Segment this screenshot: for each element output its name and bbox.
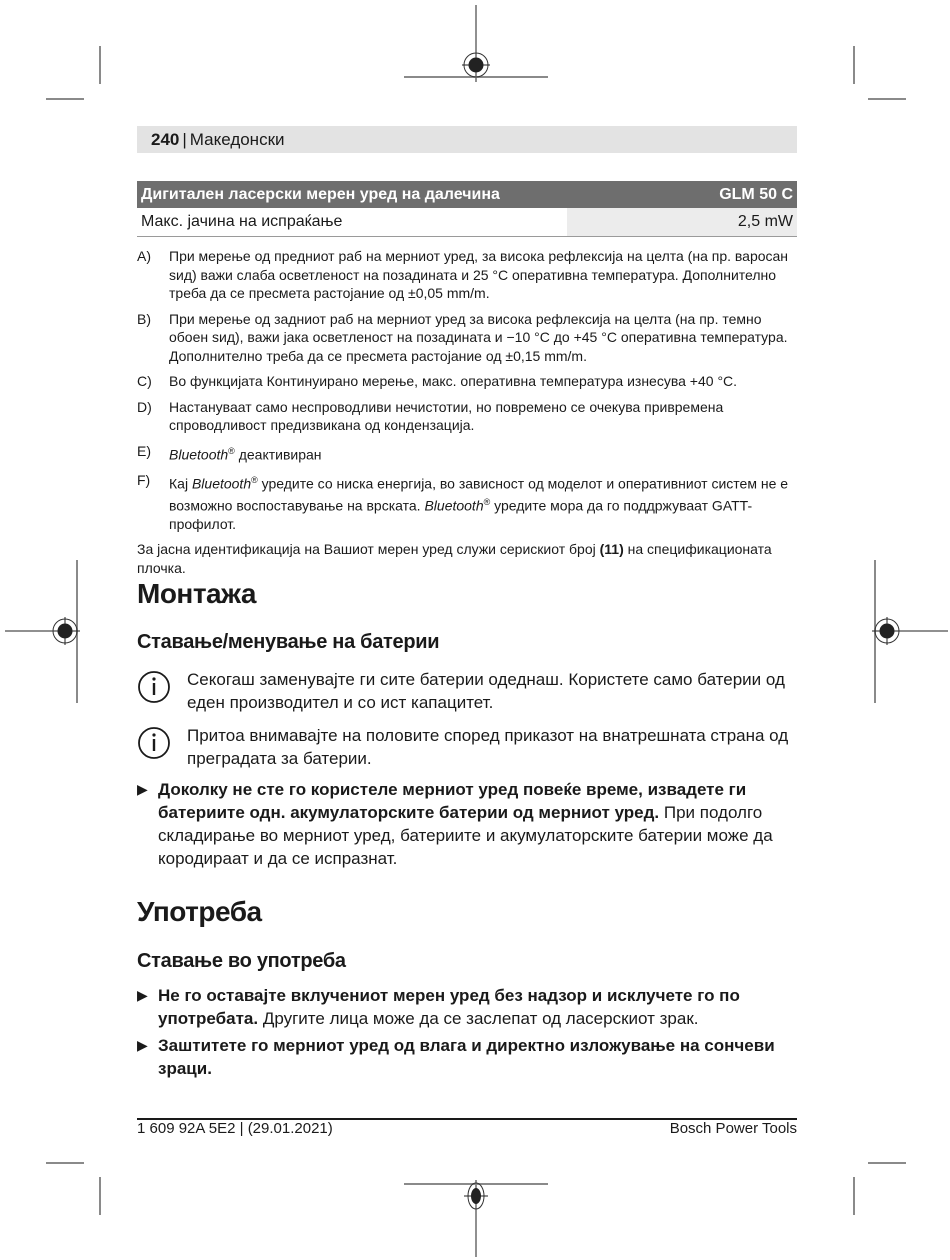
bullet-body-text: Другите лица може да се заслепат од ласерскиот зрак. bbox=[258, 1009, 699, 1028]
footer-brand: Bosch Power Tools bbox=[669, 1120, 797, 1137]
footnote bbox=[137, 247, 797, 303]
footnote-letter: E) bbox=[137, 442, 151, 459]
crop-mark bbox=[46, 98, 84, 100]
spec-table bbox=[137, 181, 797, 237]
footnote-text: При мерење од задниот раб на мерниот уред за висока рефлексија на целта (на пр. темно обоен ѕид), важи јака осветленост на позадината и −10 °C до +45 °C оперативна температура. Дополнително треба да се пресмета растојание од ±0,15 mm/m. bbox=[169, 310, 788, 364]
identification-text: на спецификационата плочка. bbox=[137, 541, 772, 576]
subsection-title-startup: Ставање во употреба bbox=[137, 950, 346, 972]
footnote-letter: D) bbox=[137, 398, 152, 415]
footnote-letter: A) bbox=[137, 248, 151, 264]
header-language: Македонски bbox=[189, 129, 285, 149]
footnote bbox=[137, 372, 797, 391]
page-number: 240 bbox=[151, 129, 180, 149]
footnote-text: При мерење од предниот раб на мерниот уред, за висока рефлексија на целта (на пр. варосан ѕид) важи слаба осветленост на позадината и 25 °C оперативна температура. Дополнително треба да се пресмета растојание од ±0,05 mm/m. bbox=[169, 248, 789, 301]
registration-mark-bottom-icon bbox=[400, 1175, 550, 1260]
footnote bbox=[137, 442, 797, 464]
section-title-use: Употреба bbox=[137, 896, 262, 927]
crop-mark bbox=[46, 1162, 84, 1164]
footnote-body: уредите мора да го поддржуваат GATT-профилот. bbox=[169, 497, 753, 532]
footer-doc-info bbox=[137, 1120, 333, 1137]
bullet-text bbox=[158, 1034, 797, 1080]
triangle-bullet-icon: ▶ bbox=[137, 987, 148, 1003]
doc-date: (29.01.2021) bbox=[247, 1120, 333, 1137]
footnote-letter: C) bbox=[137, 373, 152, 389]
registered-mark: ® bbox=[251, 474, 258, 485]
footnote-letter: B) bbox=[137, 310, 151, 327]
info-note bbox=[137, 668, 797, 714]
warning-bullet bbox=[137, 1034, 797, 1080]
bullet-body-text: При подолго складирање во мерниот уред, батериите и акумулаторските батерии може да кородираат и да се испразнат. bbox=[158, 803, 773, 868]
spec-table-model: GLM 50 C bbox=[719, 185, 793, 203]
footer-separator: | bbox=[239, 1120, 244, 1137]
spec-table-header bbox=[137, 181, 797, 208]
bluetooth-trademark: Bluetooth bbox=[191, 475, 252, 492]
header-separator: | bbox=[182, 129, 187, 149]
spec-value: 2,5 mW bbox=[567, 208, 797, 237]
crop-mark bbox=[853, 1177, 855, 1215]
registration-mark-top-icon bbox=[400, 0, 550, 85]
spec-label: Макс. јачина на испраќање bbox=[137, 208, 567, 237]
bullet-text bbox=[158, 778, 797, 870]
info-icon bbox=[137, 724, 187, 770]
crop-mark bbox=[868, 1162, 906, 1164]
footnote-body: деактивиран bbox=[234, 446, 322, 463]
page-footer bbox=[137, 1120, 797, 1137]
footnote-body: уредите со ниска енергија, во зависност од моделот и оперативниот систем не е возможно воспоставување на врската. bbox=[169, 475, 789, 514]
footnote-text: Настануваат само неспроводливи нечистотии, но повремено се очекува привремена спроводливост предизвикана од кондензација. bbox=[169, 398, 724, 433]
footnote bbox=[137, 471, 797, 534]
footnotes bbox=[137, 247, 797, 577]
footnote-text bbox=[169, 442, 797, 464]
triangle-bullet-icon: ▶ bbox=[137, 781, 148, 797]
registered-mark: ® bbox=[228, 445, 235, 456]
bullet-bold-text: Заштитете го мерниот уред од влага и директно изложување на сончеви зраци. bbox=[158, 1036, 775, 1078]
reference-number: (11) bbox=[599, 541, 624, 558]
subsection-title-batteries: Ставање/менување на батерии bbox=[137, 631, 440, 653]
registration-mark-left-icon bbox=[0, 555, 90, 705]
table-row bbox=[137, 208, 797, 237]
registered-mark: ® bbox=[483, 496, 491, 507]
crop-mark bbox=[868, 98, 906, 100]
footnote bbox=[137, 398, 797, 435]
doc-number: 1 609 92A 5E2 bbox=[137, 1120, 236, 1137]
warning-bullet bbox=[137, 778, 797, 870]
footnote bbox=[137, 310, 797, 366]
registration-mark-right-icon bbox=[860, 555, 950, 705]
triangle-bullet-icon: ▶ bbox=[137, 1037, 148, 1053]
info-icon bbox=[137, 668, 187, 714]
crop-mark bbox=[853, 46, 855, 84]
info-note-text: Секогаш заменувајте ги сите батерии одеднаш. Користете само батерии од еден производител и со ист капацитет. bbox=[187, 670, 785, 712]
spec-table-title: Дигитален ласерски мерен уред на далечина bbox=[141, 185, 500, 203]
identification-text: За јасна идентификација на Вашиот мерен уред служи серискиот број bbox=[137, 541, 600, 558]
crop-mark bbox=[99, 1177, 101, 1215]
footnote-letter: F) bbox=[137, 471, 151, 488]
info-note-text: Притоа внимавајте на половите според приказот на внатрешната страна од преградата за батерии. bbox=[187, 726, 789, 768]
crop-mark bbox=[99, 46, 101, 84]
bullet-bold-text: Не го оставајте вклучениот мерен уред без надзор и исклучете го по употребата. bbox=[158, 986, 740, 1028]
info-note bbox=[137, 724, 797, 770]
bullet-text bbox=[158, 984, 797, 1030]
bluetooth-trademark: Bluetooth bbox=[424, 497, 484, 514]
footnote-prefix: Кај bbox=[169, 475, 192, 492]
warning-bullet bbox=[137, 984, 797, 1030]
footnote-text bbox=[169, 471, 797, 534]
identification-paragraph bbox=[137, 540, 797, 577]
section-title-assembly: Монтажа bbox=[137, 578, 256, 609]
bullet-bold-text: Доколку не сте го користеле мерниот уред повеќе време, извадете ги батериите одн. акумулаторските батерии од мерниот уред. bbox=[158, 780, 747, 822]
bluetooth-trademark: Bluetooth bbox=[169, 446, 229, 463]
page-header bbox=[137, 126, 797, 153]
footnote-text: Во функцијата Континуирано мерење, макс. оперативна температура изнесува +40 °C. bbox=[169, 373, 738, 389]
